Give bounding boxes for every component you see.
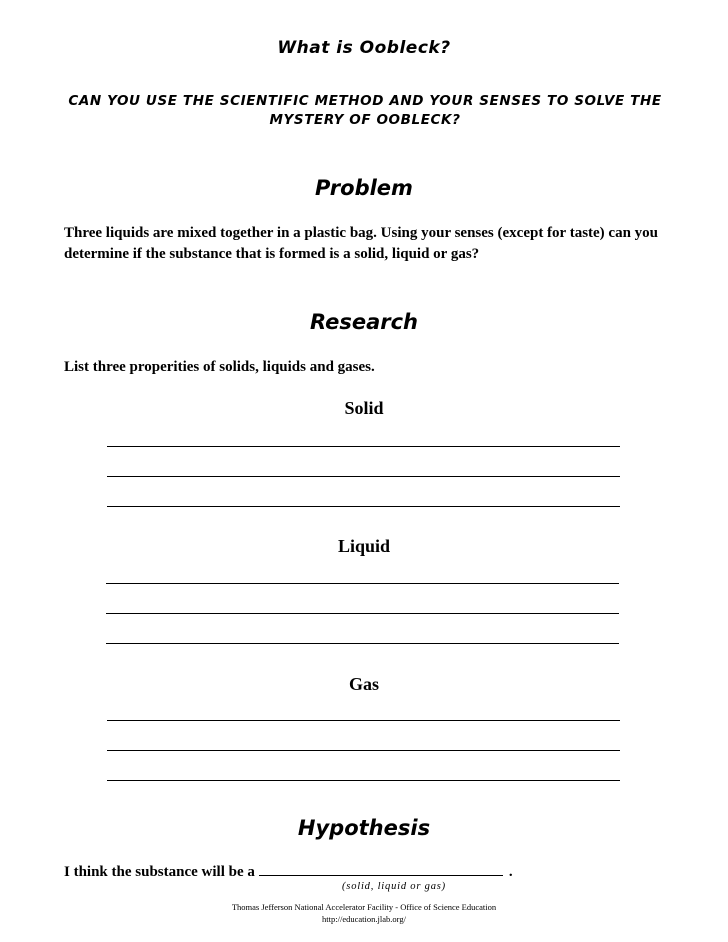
worksheet-title: What is Oobleck?: [277, 38, 451, 58]
hypothesis-heading: Hypothesis: [297, 816, 431, 840]
hypothesis-hint: (solid, liquid or gas): [342, 881, 446, 892]
liquid-answer-line-2[interactable]: [106, 613, 619, 614]
liquid-label: Liquid: [337, 536, 391, 556]
gas-answer-line-3[interactable]: [107, 780, 620, 781]
problem-heading: Problem: [315, 176, 413, 200]
solid-answer-line-3[interactable]: [107, 506, 620, 507]
footer-organization: Thomas Jefferson National Accelerator Facility - Office of Science Education: [231, 902, 497, 912]
solid-answer-line-1[interactable]: [107, 446, 620, 447]
problem-text: Three liquids are mixed together in a plastic bag. Using your senses (except for taste) can you determine if the substance that is formed is a solid, liquid or gas?: [64, 225, 659, 262]
solid-label: Solid: [344, 398, 384, 418]
hypothesis-sentence: [64, 861, 704, 883]
hypothesis-sentence-end: .: [508, 864, 513, 880]
gas-answer-line-2[interactable]: [107, 750, 620, 751]
research-heading: Research: [309, 310, 419, 334]
worksheet-subtitle: CAN YOU USE THE SCIENTIFIC METHOD AND YOUR SENSES TO SOLVE THE MYSTERY OF OOBLECK?: [68, 93, 662, 128]
gas-answer-line-1[interactable]: [107, 720, 620, 721]
solid-answer-line-2[interactable]: [107, 476, 620, 477]
hypothesis-answer-blank[interactable]: [259, 861, 503, 876]
liquid-answer-line-3[interactable]: [106, 643, 619, 644]
footer-url: http://education.jlab.org/: [322, 914, 406, 924]
research-instructions: List three properities of solids, liquids and gases.: [64, 359, 375, 375]
hypothesis-sentence-start: I think the substance will be a: [64, 864, 255, 880]
gas-label: Gas: [348, 674, 379, 694]
liquid-answer-line-1[interactable]: [106, 583, 619, 584]
